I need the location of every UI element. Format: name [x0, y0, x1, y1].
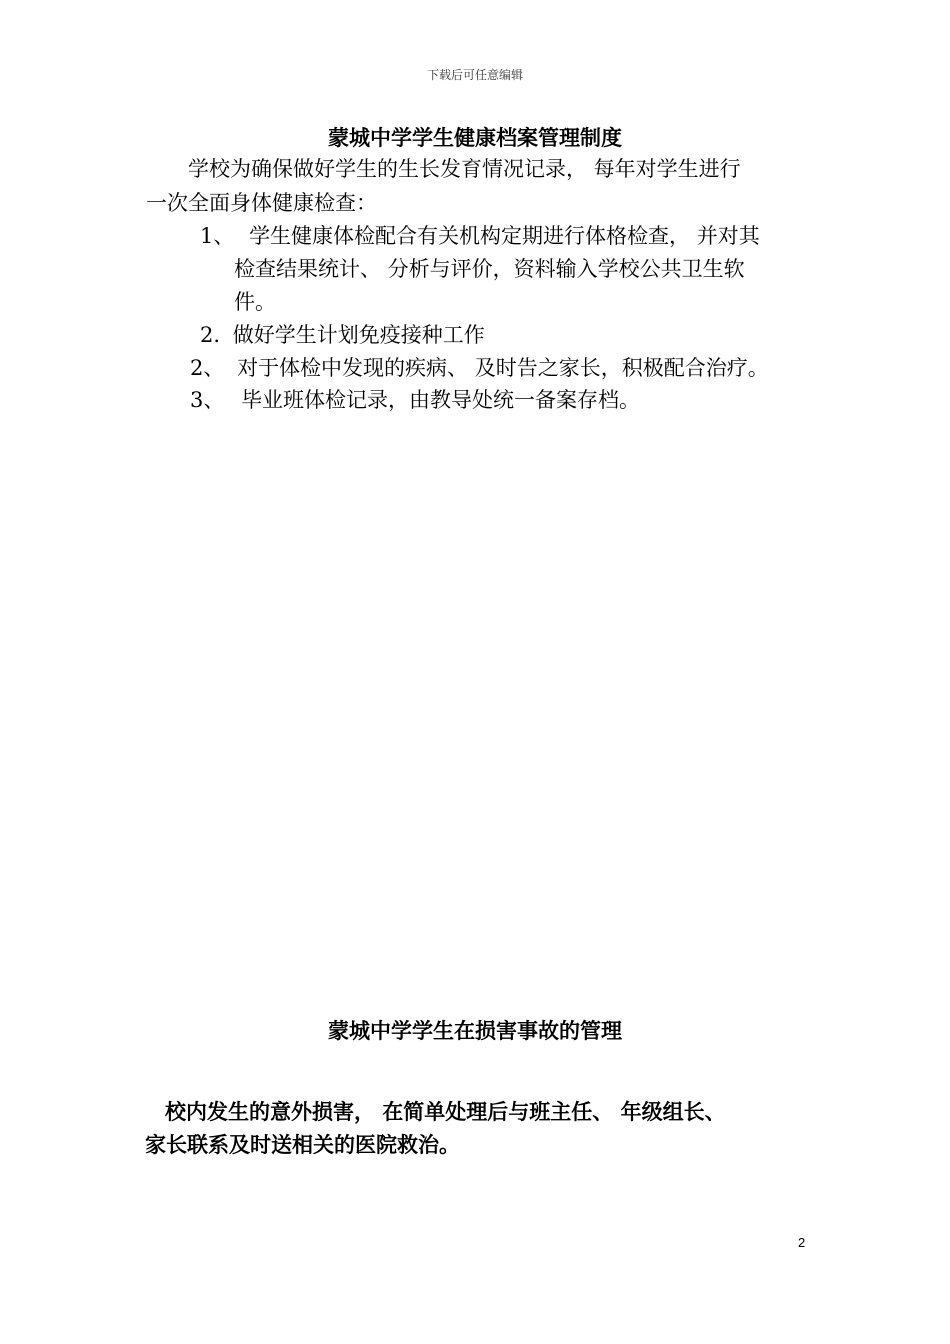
list-item-1-line3: 件。	[234, 290, 276, 314]
list-item-2	[200, 320, 485, 350]
section2-title: 蒙城中学学生在损害事故的管理	[328, 1019, 622, 1043]
list-item-1-line2: 检查结果统计、 分析与评价，资料输入学校公共卫生软	[234, 257, 745, 281]
page-number: 2	[798, 1235, 806, 1250]
list-item-1-line1: 学生健康体检配合有关机构定期进行体格检查， 并对其	[249, 224, 760, 248]
header-note: 下载后可任意编辑	[426, 68, 523, 82]
section1-title: 蒙城中学学生健康档案管理制度	[328, 126, 622, 150]
list-item-4-line1: 毕业班体检记录，由教导处统一备案存档。	[241, 388, 641, 412]
list-item-3-line1: 对于体检中发现的疾病、 及时告之家长，积极配合治疗。	[237, 356, 769, 380]
list-item-3	[190, 353, 769, 383]
section2-body-line2: 家长联系及时送相关的医院救治。	[145, 1133, 460, 1157]
list-item-4-number: 3、	[190, 388, 225, 412]
list-item-1-number: 1、	[200, 224, 235, 248]
list-item-2-line1: 做好学生计划免疫接种工作	[232, 323, 485, 347]
section2-body-line1: 校内发生的意外损害， 在简单处理后与班主任、 年级组长、	[165, 1100, 726, 1124]
list-item-3-number: 2、	[190, 356, 225, 380]
section1-intro-line2: 一次全面身体健康检查：	[146, 191, 377, 215]
section1-intro-line1: 学校为确保做好学生的生长发育情况记录， 每年对学生进行	[188, 157, 741, 181]
list-item-4	[190, 385, 640, 415]
list-item-1	[200, 221, 760, 251]
list-item-2-number: 2.	[200, 323, 221, 347]
